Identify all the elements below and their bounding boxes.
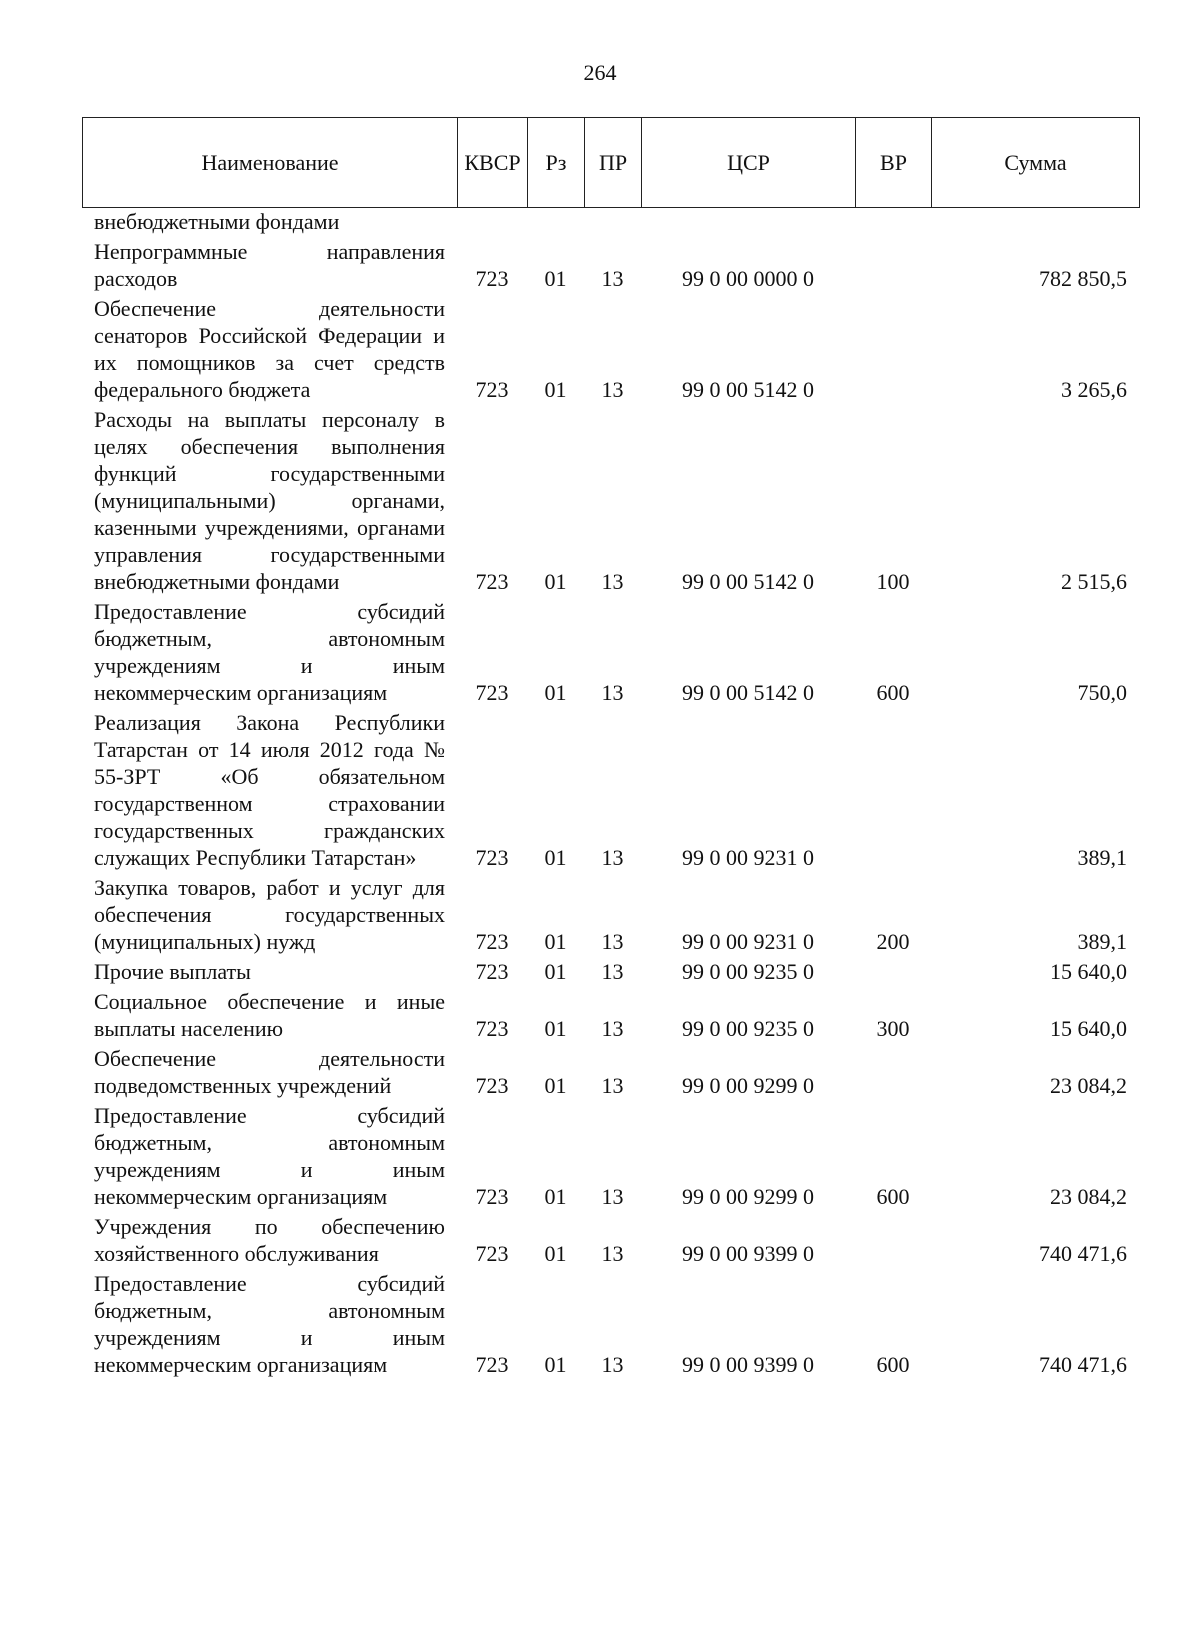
cell-csr: 99 0 00 5142 0 — [682, 377, 814, 402]
cell-pr: 13 — [601, 845, 624, 870]
cell-kvsr: 723 — [475, 1184, 509, 1209]
cell-name: Предоставление субсидий бюджетным, автономным учреждениям и иным некоммерческим организациям — [94, 1271, 445, 1377]
cell-vr: 600 — [876, 680, 910, 705]
cell-vr — [855, 295, 931, 406]
cell-csr — [641, 208, 855, 238]
table-row — [82, 295, 1139, 406]
cell-vr: 100 — [876, 569, 910, 594]
cell-vr: 600 — [876, 1184, 910, 1209]
table-row — [82, 406, 1139, 598]
cell-pr: 13 — [601, 1184, 624, 1209]
cell-pr: 13 — [601, 1016, 624, 1041]
cell-sum: 782 850,5 — [1039, 266, 1127, 291]
cell-csr: 99 0 00 9231 0 — [682, 845, 814, 870]
cell-csr: 99 0 00 9399 0 — [682, 1241, 814, 1266]
cell-csr: 99 0 00 5142 0 — [682, 569, 814, 594]
cell-kvsr: 723 — [475, 569, 509, 594]
table-row — [82, 874, 1139, 958]
table-row — [82, 208, 1139, 238]
table-row — [82, 598, 1139, 709]
cell-name: внебюджетными фондами — [94, 209, 340, 234]
header-vr: ВР — [856, 118, 932, 208]
cell-sum: 740 471,6 — [1039, 1241, 1127, 1266]
cell-pr: 13 — [601, 377, 624, 402]
header-kvsr: КВСР — [458, 118, 528, 208]
cell-vr — [855, 709, 931, 874]
table-header — [82, 117, 1140, 208]
cell-name: Обеспечение деятельности подведомственных учреждений — [94, 1046, 445, 1098]
cell-csr: 99 0 00 9231 0 — [682, 929, 814, 954]
cell-rz — [527, 208, 584, 238]
table-row — [82, 709, 1139, 874]
cell-pr: 13 — [601, 959, 624, 984]
cell-vr — [855, 1213, 931, 1270]
cell-kvsr: 723 — [475, 1241, 509, 1266]
cell-kvsr: 723 — [475, 680, 509, 705]
cell-sum: 23 084,2 — [1050, 1073, 1127, 1098]
cell-rz: 01 — [544, 959, 567, 984]
cell-sum: 23 084,2 — [1050, 1184, 1127, 1209]
table-row — [82, 1270, 1139, 1381]
cell-kvsr: 723 — [475, 377, 509, 402]
cell-csr: 99 0 00 9235 0 — [682, 1016, 814, 1041]
cell-csr: 99 0 00 9235 0 — [682, 959, 814, 984]
cell-pr: 13 — [601, 1073, 624, 1098]
cell-rz: 01 — [544, 1241, 567, 1266]
cell-pr: 13 — [601, 569, 624, 594]
cell-pr: 13 — [601, 266, 624, 291]
cell-vr — [855, 238, 931, 295]
cell-name: Учреждения по обеспечению хозяйственного обслуживания — [94, 1214, 445, 1266]
cell-name: Предоставление субсидий бюджетным, автономным учреждениям и иным некоммерческим организациям — [94, 1103, 445, 1209]
cell-pr: 13 — [601, 1352, 624, 1377]
cell-sum: 389,1 — [1077, 845, 1127, 870]
cell-vr: 200 — [876, 929, 910, 954]
cell-name: Реализация Закона Республики Татарстан от 14 июля 2012 года № 55-ЗРТ «Об обязательном государственном страховании государственных гражданских служащих Республики Татарстан» — [94, 710, 445, 870]
cell-vr — [855, 208, 931, 238]
cell-kvsr: 723 — [475, 845, 509, 870]
cell-sum: 750,0 — [1077, 680, 1127, 705]
cell-name: Расходы на выплаты персоналу в целях обеспечения выполнения функций государственными (муниципальными) органами, казенными учреждениями, органами управления государственными внебюджетными фондами — [94, 407, 445, 594]
cell-name: Социальное обеспечение и иные выплаты населению — [94, 989, 445, 1041]
table-row — [82, 1213, 1139, 1270]
cell-name: Прочие выплаты — [94, 959, 251, 984]
cell-rz: 01 — [544, 680, 567, 705]
cell-rz: 01 — [544, 377, 567, 402]
cell-kvsr: 723 — [475, 1073, 509, 1098]
cell-rz: 01 — [544, 1184, 567, 1209]
table-row — [82, 238, 1139, 295]
cell-vr — [855, 958, 931, 988]
cell-kvsr: 723 — [475, 266, 509, 291]
cell-pr: 13 — [601, 680, 624, 705]
table-row — [82, 988, 1139, 1045]
page-number: 264 — [583, 60, 617, 85]
cell-sum: 3 265,6 — [1061, 377, 1127, 402]
cell-sum — [931, 208, 1139, 238]
table-row — [82, 1102, 1139, 1213]
cell-rz: 01 — [544, 1352, 567, 1377]
cell-name: Предоставление субсидий бюджетным, автономным учреждениям и иным некоммерческим организациям — [94, 599, 445, 705]
cell-vr: 600 — [876, 1352, 910, 1377]
cell-rz: 01 — [544, 1073, 567, 1098]
budget-table — [82, 208, 1139, 1381]
header-sum: Сумма — [932, 118, 1140, 208]
header-name: Наименование — [83, 118, 458, 208]
cell-kvsr: 723 — [475, 929, 509, 954]
header-pr: ПР — [585, 118, 642, 208]
cell-name: Непрограммные направления расходов — [94, 239, 445, 291]
cell-kvsr — [457, 208, 527, 238]
cell-kvsr: 723 — [475, 1016, 509, 1041]
cell-csr: 99 0 00 0000 0 — [682, 266, 814, 291]
header-csr: ЦСР — [642, 118, 856, 208]
table-body — [82, 208, 1139, 1381]
cell-vr — [855, 1045, 931, 1102]
cell-sum: 15 640,0 — [1050, 1016, 1127, 1041]
cell-rz: 01 — [544, 1016, 567, 1041]
cell-rz: 01 — [544, 569, 567, 594]
cell-sum: 2 515,6 — [1061, 569, 1127, 594]
cell-vr: 300 — [876, 1016, 910, 1041]
cell-csr: 99 0 00 5142 0 — [682, 680, 814, 705]
cell-sum: 389,1 — [1077, 929, 1127, 954]
table-row — [82, 1045, 1139, 1102]
cell-sum: 740 471,6 — [1039, 1352, 1127, 1377]
cell-rz: 01 — [544, 929, 567, 954]
cell-csr: 99 0 00 9299 0 — [682, 1073, 814, 1098]
table-row — [82, 958, 1139, 988]
cell-kvsr: 723 — [475, 959, 509, 984]
cell-kvsr: 723 — [475, 1352, 509, 1377]
cell-sum: 15 640,0 — [1050, 959, 1127, 984]
cell-name: Закупка товаров, работ и услуг для обеспечения государственных (муниципальных) нужд — [94, 875, 445, 954]
cell-rz: 01 — [544, 845, 567, 870]
cell-pr — [584, 208, 641, 238]
cell-rz: 01 — [544, 266, 567, 291]
header-rz: Рз — [528, 118, 585, 208]
cell-csr: 99 0 00 9399 0 — [682, 1352, 814, 1377]
cell-pr: 13 — [601, 929, 624, 954]
cell-pr: 13 — [601, 1241, 624, 1266]
cell-name: Обеспечение деятельности сенаторов Российской Федерации и их помощников за счет средств федерального бюджета — [94, 296, 445, 402]
cell-csr: 99 0 00 9299 0 — [682, 1184, 814, 1209]
